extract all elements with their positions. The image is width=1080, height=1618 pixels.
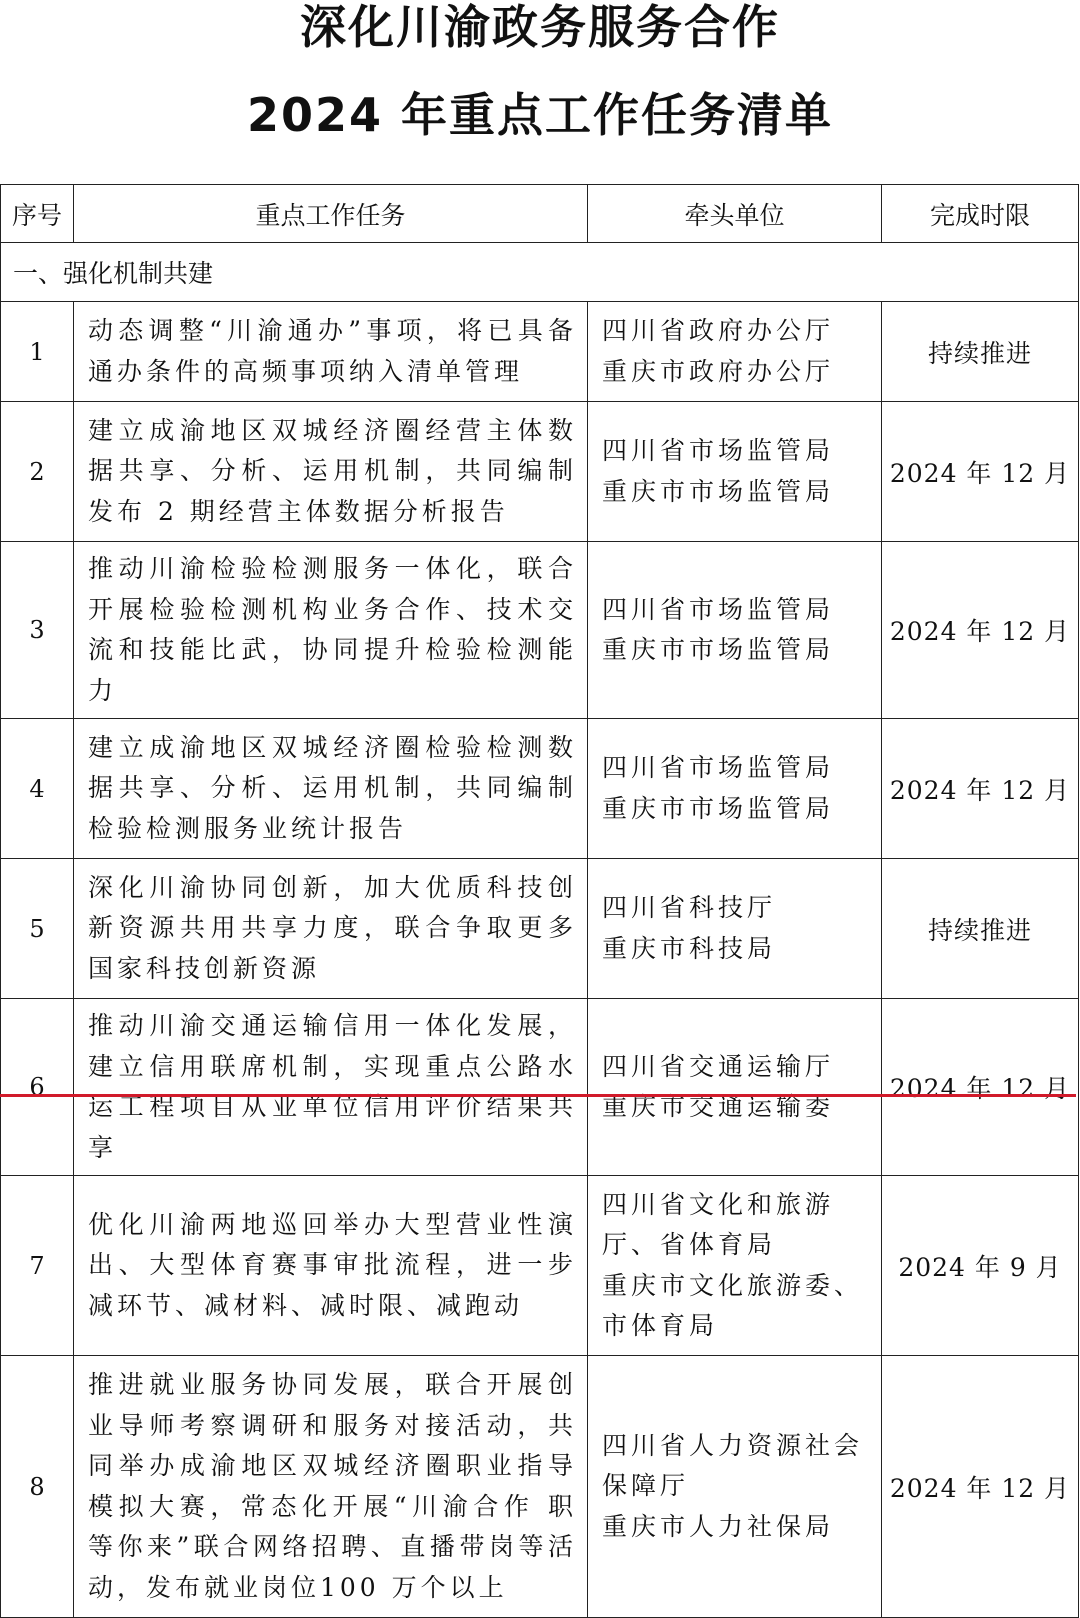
row-deadline: 持续推进 bbox=[882, 859, 1079, 999]
row-deadline: 2024 年 12 月 bbox=[882, 1356, 1079, 1618]
header-deadline: 完成时限 bbox=[882, 185, 1079, 243]
unit-line: 四川省交通运输厅 bbox=[602, 1051, 835, 1081]
unit-line: 重庆市科技局 bbox=[602, 933, 777, 963]
table-row bbox=[1, 542, 1079, 719]
row-seq: 3 bbox=[1, 542, 74, 719]
table-row bbox=[1, 1356, 1079, 1618]
unit-line: 重庆市市场监管局 bbox=[602, 793, 835, 823]
unit-line: 四川省政府办公厅 bbox=[602, 316, 835, 345]
row-deadline: 持续推进 bbox=[882, 302, 1079, 402]
unit-line: 四川省科技厅 bbox=[602, 893, 777, 922]
unit-line: 重庆市市场监管局 bbox=[602, 476, 835, 506]
header-seq: 序号 bbox=[1, 185, 74, 243]
row-seq: 5 bbox=[1, 859, 74, 999]
row-task: 推进就业服务协同发展，联合开展创业导师考察调研和服务对接活动，共同举办成渝地区双城经济圈职业指导模拟大赛，常态化开展“川渝合作 职等你来”联合网络招聘、直播带岗等活动，发布就业岗位100 万个以上 bbox=[74, 1356, 588, 1618]
unit-line: 四川省市场监管局 bbox=[602, 594, 835, 624]
row-lead-unit bbox=[588, 542, 882, 719]
row-task: 推动川渝检验检测服务一体化，联合开展检验检测机构业务合作、技术交流和技能比武，协同提升检验检测能力 bbox=[74, 542, 588, 719]
row-seq: 6 bbox=[1, 999, 74, 1176]
document-subtitle: 2024 年重点工作任务清单 bbox=[246, 88, 834, 142]
row-lead-unit bbox=[588, 1176, 882, 1356]
table-row bbox=[1, 302, 1079, 402]
table-header-row bbox=[1, 185, 1079, 243]
section-row bbox=[1, 243, 1079, 302]
row-lead-unit bbox=[588, 402, 882, 542]
row-task: 推动川渝交通运输信用一体化发展，建立信用联席机制，实现重点公路水运工程项目从业单位信用评价结果共享 bbox=[74, 999, 588, 1176]
table-row bbox=[1, 999, 1079, 1176]
row-deadline: 2024 年 12 月 bbox=[882, 542, 1079, 719]
row-seq: 2 bbox=[1, 402, 74, 542]
header-lead-unit: 牵头单位 bbox=[588, 185, 882, 243]
row-lead-unit bbox=[588, 302, 882, 402]
unit-line: 重庆市政府办公厅 bbox=[602, 356, 835, 386]
unit-line: 四川省人力资源社会保障厅 bbox=[602, 1430, 864, 1501]
row-task: 优化川渝两地巡回举办大型营业性演出、大型体育赛事审批流程，进一步减环节、减材料、减时限、减跑动 bbox=[74, 1176, 588, 1356]
row-task: 动态调整“川渝通办”事项，将已具备通办条件的高频事项纳入清单管理 bbox=[74, 302, 588, 402]
unit-line: 四川省市场监管局 bbox=[602, 436, 835, 465]
unit-line: 重庆市人力社保局 bbox=[602, 1511, 835, 1541]
row-lead-unit bbox=[588, 1356, 882, 1618]
row-seq: 7 bbox=[1, 1176, 74, 1356]
section-heading: 一、强化机制共建 bbox=[1, 243, 1079, 302]
row-task: 建立成渝地区双城经济圈检验检测数据共享、分析、运用机制，共同编制检验检测服务业统计报告 bbox=[74, 719, 588, 859]
highlight-divider-line bbox=[0, 1094, 1076, 1097]
table-row bbox=[1, 719, 1079, 859]
table-row bbox=[1, 859, 1079, 999]
unit-line: 重庆市市场监管局 bbox=[602, 635, 835, 664]
row-lead-unit bbox=[588, 999, 882, 1176]
row-deadline: 2024 年 12 月 bbox=[882, 402, 1079, 542]
row-task: 深化川渝协同创新，加大优质科技创新资源共用共享力度，联合争取更多国家科技创新资源 bbox=[74, 859, 588, 999]
unit-line: 重庆市交通运输委 bbox=[602, 1092, 835, 1121]
header-task: 重点工作任务 bbox=[74, 185, 588, 243]
table-row bbox=[1, 1176, 1079, 1356]
task-table bbox=[0, 184, 1079, 1618]
document-title: 深化川渝政务服务合作 bbox=[300, 0, 780, 54]
unit-line: 四川省市场监管局 bbox=[602, 753, 835, 782]
row-seq: 4 bbox=[1, 719, 74, 859]
unit-line: 重庆市文化旅游委、市体育局 bbox=[602, 1270, 864, 1340]
row-seq: 1 bbox=[1, 302, 74, 402]
row-task: 建立成渝地区双城经济圈经营主体数据共享、分析、运用机制，共同编制发布 2 期经营主体数据分析报告 bbox=[74, 402, 588, 542]
row-deadline: 2024 年 12 月 bbox=[882, 999, 1079, 1176]
row-deadline: 2024 年 12 月 bbox=[882, 719, 1079, 859]
row-seq: 8 bbox=[1, 1356, 74, 1618]
row-lead-unit bbox=[588, 859, 882, 999]
row-lead-unit bbox=[588, 719, 882, 859]
unit-line: 四川省文化和旅游厅、省体育局 bbox=[602, 1189, 835, 1259]
table-row bbox=[1, 402, 1079, 542]
row-deadline: 2024 年 9 月 bbox=[882, 1176, 1079, 1356]
